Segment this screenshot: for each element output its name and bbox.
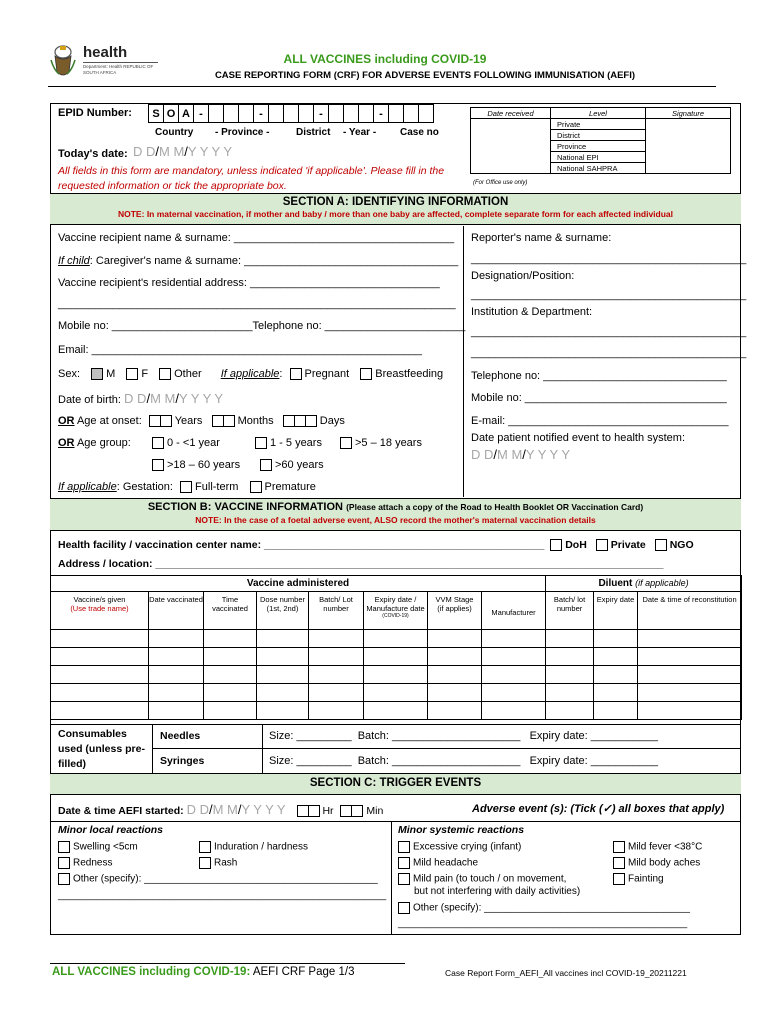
- vaccine-table-cell[interactable]: [149, 630, 204, 648]
- vaccine-table-cell[interactable]: [309, 666, 364, 684]
- section-b-note: NOTE: In the case of a foetal adverse event, ALSO record the mother's maternal vaccination details: [195, 515, 596, 525]
- col-date-vaccinated: Date vaccinated: [149, 592, 204, 630]
- swelling-row: Swelling <5cm: [58, 841, 138, 853]
- vaccine-table-cell[interactable]: [428, 630, 482, 648]
- epid-box: S: [149, 105, 164, 123]
- epid-box[interactable]: [299, 105, 314, 123]
- other-local-row: Other (specify): __________________________________________: [58, 873, 378, 885]
- office-signature-cell[interactable]: [646, 152, 731, 163]
- epid-country-caption: Country: [155, 127, 194, 138]
- vaccine-table-cell[interactable]: [149, 648, 204, 666]
- age-group-5-18-checkbox[interactable]: [340, 437, 352, 449]
- vaccine-table-cell[interactable]: [428, 684, 482, 702]
- office-level-item[interactable]: District: [551, 130, 646, 141]
- ngo-checkbox[interactable]: [655, 539, 667, 551]
- minute-box-2[interactable]: [351, 805, 363, 817]
- epid-box[interactable]: [359, 105, 374, 123]
- office-date-header: Date received: [471, 108, 551, 119]
- vaccine-table-cell[interactable]: [364, 684, 428, 702]
- epid-box[interactable]: [269, 105, 284, 123]
- todays-date-label: Today's date:: [58, 148, 128, 160]
- syringes-fields[interactable]: Size: _________ Batch: _____________________ Expiry date: ___________: [269, 755, 659, 767]
- swelling-checkbox[interactable]: [58, 841, 70, 853]
- age-group-0-1-checkbox[interactable]: [152, 437, 164, 449]
- doh-checkbox[interactable]: [550, 539, 562, 551]
- col-manufacturer: Manufacturer: [482, 592, 546, 630]
- pain-row: Mild pain (to touch / on movement,: [398, 873, 566, 885]
- induration-row: Induration / hardness: [199, 841, 308, 853]
- epid-box: O: [164, 105, 179, 123]
- notified-date-field[interactable]: D D/M M/Y Y Y Y: [471, 447, 571, 462]
- epid-box[interactable]: [404, 105, 419, 123]
- epid-box[interactable]: [209, 105, 224, 123]
- epid-box[interactable]: [419, 105, 434, 123]
- epid-year-caption: - Year -: [343, 127, 377, 138]
- headache-checkbox[interactable]: [398, 857, 410, 869]
- institution-field[interactable]: _____________________________________________: [471, 326, 747, 338]
- age-years-box-2[interactable]: [160, 415, 172, 427]
- needles-fields[interactable]: Size: _________ Batch: _____________________ Expiry date: ___________: [269, 730, 659, 742]
- other-local-checkbox[interactable]: [58, 873, 70, 885]
- office-level-item[interactable]: National SAHPRA: [551, 163, 646, 174]
- pain-row-2: but not interfering with daily activities): [414, 886, 581, 897]
- office-signature-cell[interactable]: [646, 119, 731, 130]
- vaccine-table-cell[interactable]: [309, 684, 364, 702]
- headache-row: Mild headache: [398, 857, 478, 869]
- sex-f-checkbox[interactable]: [126, 368, 138, 380]
- vaccine-table-cell[interactable]: [638, 648, 742, 666]
- col-vaccine: Vaccine/s given (Use trade name): [51, 592, 149, 630]
- minor-local-header: Minor local reactions: [58, 824, 164, 836]
- office-level-item[interactable]: National EPI: [551, 152, 646, 163]
- section-a-title: SECTION A: IDENTIFYING INFORMATION: [282, 196, 509, 208]
- age-group-options-3: >5 – 18 years: [340, 437, 422, 449]
- epid-box: -: [374, 105, 389, 123]
- diluent-header: Diluent (if applicable): [546, 576, 742, 592]
- vaccine-table-cell[interactable]: [257, 630, 309, 648]
- col-diluent-expiry: Expiry date: [594, 592, 638, 630]
- reporter-name-label: Reporter's name & surname:: [471, 232, 612, 244]
- minor-systemic-header: Minor systemic reactions: [398, 824, 525, 836]
- office-date-cell[interactable]: [471, 119, 551, 130]
- syringes-label: Syringes: [160, 755, 205, 767]
- section-c-header: [50, 773, 741, 795]
- vaccine-table-cell[interactable]: [546, 648, 594, 666]
- epid-box: -: [254, 105, 269, 123]
- office-signature-cell[interactable]: [646, 141, 731, 152]
- vaccine-table-cell[interactable]: [638, 702, 742, 720]
- vaccine-table-cell[interactable]: [257, 702, 309, 720]
- vaccine-table-cell[interactable]: [364, 702, 428, 720]
- form-subtitle: CASE REPORTING FORM (CRF) FOR ADVERSE EVENTS FOLLOWING IMMUNISATION (AEFI): [214, 70, 636, 81]
- office-level-item[interactable]: Province: [551, 141, 646, 152]
- vaccine-table-cell[interactable]: [594, 648, 638, 666]
- vaccine-table-cell[interactable]: [546, 630, 594, 648]
- age-onset-row: OR Age at onset: Years Months Days: [58, 415, 345, 427]
- address-location-field[interactable]: Address / location: _______________________________________________________________________________________: [58, 558, 664, 570]
- institution-label: Institution & Department:: [471, 306, 593, 318]
- sex-row: Sex: M F Other If applicable: Pregnant Breastfeeding: [58, 368, 444, 380]
- section-b-title: SECTION B: VACCINE INFORMATION: [147, 501, 343, 513]
- vaccine-table-cell[interactable]: [482, 648, 546, 666]
- vaccine-table-cell[interactable]: [149, 684, 204, 702]
- vaccine-table-cell[interactable]: [51, 684, 149, 702]
- vaccine-table-cell[interactable]: [482, 684, 546, 702]
- col-vvm: VVM Stage (if applies): [428, 592, 482, 630]
- logo-subtext: Department: Health REPUBLIC OF SOUTH AFRICA: [83, 64, 154, 75]
- email-field[interactable]: Email: ______________________________________________________: [58, 344, 422, 356]
- footer-doc-id: Case Report Form_AEFI_All vaccines incl COVID-19_20211221: [445, 968, 687, 978]
- fainting-checkbox[interactable]: [613, 873, 625, 885]
- aefi-started-row: Date & time AEFI started: D D/M M/Y Y Y Y Hr Min: [58, 802, 384, 817]
- section-b-title-note: (Please attach a copy of the Road to Health Booklet OR Vaccination Card): [346, 502, 644, 512]
- epid-box: A: [179, 105, 194, 123]
- sex-m-checkbox[interactable]: [91, 368, 103, 380]
- other-local-line2[interactable]: ___________________________________________________________: [58, 890, 387, 901]
- age-group-options-2: 1 - 5 years: [255, 437, 322, 449]
- pregnant-checkbox[interactable]: [290, 368, 302, 380]
- vaccine-table-cell[interactable]: [204, 630, 257, 648]
- address-field[interactable]: Vaccine recipient's residential address: _______________________________: [58, 277, 440, 289]
- section-b-header: [50, 498, 741, 531]
- age-group-1-5-checkbox[interactable]: [255, 437, 267, 449]
- dob-field[interactable]: Date of birth: D D/M M/Y Y Y Y: [58, 391, 224, 406]
- vaccine-table-cell[interactable]: [51, 666, 149, 684]
- epid-case-caption: Case no: [400, 127, 439, 138]
- vaccine-table-cell[interactable]: [51, 648, 149, 666]
- rash-checkbox[interactable]: [199, 857, 211, 869]
- aches-checkbox[interactable]: [613, 857, 625, 869]
- vaccine-table-cell[interactable]: [546, 684, 594, 702]
- section-a-note: NOTE: In maternal vaccination, if mother and baby / more than one baby are affected, complete separate form for each affected individual: [117, 209, 674, 219]
- consumables-label: Consumables used (unless pre-filled): [58, 728, 145, 770]
- office-level-item[interactable]: Private: [551, 119, 646, 130]
- vaccine-table-cell[interactable]: [594, 630, 638, 648]
- office-signature-cell[interactable]: [646, 130, 731, 141]
- age-group-options-1: 0 - <1 year: [152, 437, 220, 449]
- fever-checkbox[interactable]: [613, 841, 625, 853]
- age-months-box-2[interactable]: [223, 415, 235, 427]
- designation-label: Designation/Position:: [471, 270, 575, 282]
- vaccine-table-cell[interactable]: [257, 666, 309, 684]
- adverse-events-instruction: Adverse event (s): (Tick (✓) all boxes that apply): [472, 803, 725, 815]
- vaccine-table-cell[interactable]: [149, 666, 204, 684]
- vaccine-table-cell[interactable]: [309, 630, 364, 648]
- col-dose: Dose number (1st, 2nd): [257, 592, 309, 630]
- office-use-table: [470, 107, 731, 174]
- epid-province-caption: - Province -: [215, 127, 270, 138]
- logo-text: health: [83, 44, 128, 61]
- epid-boxes: [148, 104, 434, 123]
- epid-box[interactable]: [239, 105, 254, 123]
- redness-row: Redness: [58, 857, 112, 869]
- office-date-cell[interactable]: [471, 152, 551, 163]
- fainting-row: Fainting: [613, 873, 664, 885]
- vaccine-table-cell[interactable]: [257, 648, 309, 666]
- office-footnote: (For Office use only): [473, 180, 528, 186]
- epid-box[interactable]: [389, 105, 404, 123]
- epid-district-caption: District: [296, 127, 331, 138]
- section-c-title: SECTION C: TRIGGER EVENTS: [309, 777, 482, 789]
- recipient-name-field[interactable]: Vaccine recipient name & surname: ____________________________________: [58, 232, 455, 244]
- gestation-row: If applicable: Gestation: Full-term Premature: [58, 481, 316, 493]
- pain-checkbox[interactable]: [398, 873, 410, 885]
- vaccine-table-cell[interactable]: [51, 630, 149, 648]
- vaccine-table-cell[interactable]: [257, 684, 309, 702]
- reporter-telephone-field[interactable]: Telephone no: ______________________________: [471, 370, 727, 382]
- office-date-cell[interactable]: [471, 130, 551, 141]
- office-level-header: Level: [551, 108, 646, 119]
- office-date-cell[interactable]: [471, 141, 551, 152]
- office-signature-header: Signature: [646, 108, 731, 119]
- crying-row: Excessive crying (infant): [398, 841, 521, 853]
- vaccine-table-cell[interactable]: [482, 666, 546, 684]
- age-group-options-5: >60 years: [260, 459, 324, 471]
- office-signature-cell[interactable]: [646, 163, 731, 174]
- vaccine-table-cell[interactable]: [204, 684, 257, 702]
- aefi-started-date[interactable]: D D/M M/Y Y Y Y: [186, 802, 286, 817]
- vaccine-table-cell[interactable]: [204, 702, 257, 720]
- epid-label: EPID Number:: [58, 107, 132, 119]
- hour-box-2[interactable]: [308, 805, 320, 817]
- institution-field-2[interactable]: _____________________________________________: [471, 347, 747, 359]
- rash-row: Rash: [199, 857, 237, 869]
- reporter-name-field[interactable]: _____________________________________________: [471, 253, 747, 265]
- vaccine-table-cell[interactable]: [594, 684, 638, 702]
- todays-date-field[interactable]: D D/M M/Y Y Y Y: [133, 144, 233, 159]
- other-systemic-row: Other (specify): _____________________________________: [398, 902, 690, 914]
- crying-checkbox[interactable]: [398, 841, 410, 853]
- age-group-60-checkbox[interactable]: [260, 459, 272, 471]
- other-systemic-checkbox[interactable]: [398, 902, 410, 914]
- vaccine-table-cell[interactable]: [428, 702, 482, 720]
- epid-box[interactable]: [344, 105, 359, 123]
- vaccine-table: [50, 575, 742, 720]
- vaccine-table-cell[interactable]: [638, 630, 742, 648]
- epid-box: -: [194, 105, 209, 123]
- mandatory-note: All fields in this form are mandatory, unless indicated 'if applicable'. Please fill in the requested information or tick the appropriate box.: [58, 165, 445, 192]
- sex-other-checkbox[interactable]: [159, 368, 171, 380]
- vaccine-table-cell[interactable]: [309, 702, 364, 720]
- form-title: ALL VACCINES including COVID-19: [283, 52, 487, 66]
- vaccine-table-cell[interactable]: [428, 648, 482, 666]
- age-group-18-60-checkbox[interactable]: [152, 459, 164, 471]
- age-group-row: OR Age group:: [58, 437, 131, 449]
- vaccine-table-cell[interactable]: [638, 684, 742, 702]
- designation-field[interactable]: _____________________________________________: [471, 289, 747, 301]
- reporter-mobile-field[interactable]: Mobile no: _________________________________: [471, 392, 727, 404]
- fullterm-checkbox[interactable]: [180, 481, 192, 493]
- section-a-header: [50, 193, 741, 225]
- needles-label: Needles: [160, 730, 201, 742]
- vaccine-table-cell[interactable]: [149, 702, 204, 720]
- vaccine-table-cell[interactable]: [546, 702, 594, 720]
- col-diluent-batch: Batch/ lot number: [546, 592, 594, 630]
- private-checkbox[interactable]: [596, 539, 608, 551]
- breastfeeding-checkbox[interactable]: [360, 368, 372, 380]
- vaccine-table-cell[interactable]: [546, 666, 594, 684]
- premature-checkbox[interactable]: [250, 481, 262, 493]
- vaccine-table-cell[interactable]: [364, 630, 428, 648]
- mobile-telephone-field[interactable]: Mobile no: _______________________Telephone no: _______________________: [58, 320, 466, 332]
- office-date-cell[interactable]: [471, 163, 551, 174]
- col-expiry: Expiry date / Manufacture date (COVID-19): [364, 592, 428, 630]
- vaccine-table-cell[interactable]: [204, 666, 257, 684]
- vaccine-table-cell[interactable]: [482, 702, 546, 720]
- vaccine-table-cell[interactable]: [364, 666, 428, 684]
- age-days-box-3[interactable]: [305, 415, 317, 427]
- address-line2[interactable]: _________________________________________________________________: [58, 298, 456, 310]
- vaccine-table-cell[interactable]: [204, 648, 257, 666]
- epid-box[interactable]: [224, 105, 239, 123]
- vaccine-table-cell[interactable]: [482, 630, 546, 648]
- fever-row: Mild fever <38°C: [613, 841, 702, 853]
- vaccine-table-cell[interactable]: [309, 648, 364, 666]
- age-group-options-4: >18 – 60 years: [152, 459, 240, 471]
- other-systemic-line2[interactable]: ____________________________________________________: [398, 918, 688, 929]
- vaccine-administered-header: Vaccine administered: [51, 576, 546, 592]
- vaccine-table-cell[interactable]: [364, 648, 428, 666]
- epid-box[interactable]: [329, 105, 344, 123]
- induration-checkbox[interactable]: [199, 841, 211, 853]
- notified-date-label: Date patient notified event to health system:: [471, 432, 686, 444]
- epid-box[interactable]: [284, 105, 299, 123]
- vaccine-table-cell[interactable]: [51, 702, 149, 720]
- footer-page-label: ALL VACCINES including COVID-19: AEFI CRF Page 1/3: [52, 966, 355, 978]
- caregiver-field[interactable]: If child: Caregiver's name & surname: ___________________________________: [58, 255, 459, 267]
- col-batch: Batch/ Lot number: [309, 592, 364, 630]
- vaccine-table-cell[interactable]: [428, 666, 482, 684]
- vaccine-table-cell[interactable]: [594, 702, 638, 720]
- vaccine-table-cell[interactable]: [594, 666, 638, 684]
- col-time-vaccinated: Time vaccinated: [204, 592, 257, 630]
- col-reconstitution: Date & time of reconstitution: [638, 592, 742, 630]
- redness-checkbox[interactable]: [58, 857, 70, 869]
- vaccine-table-cell[interactable]: [638, 666, 742, 684]
- facility-field[interactable]: Health facility / vaccination center name: ________________________________________________ DoH Private NGO: [58, 539, 694, 551]
- epid-box: -: [314, 105, 329, 123]
- aches-row: Mild body aches: [613, 857, 700, 869]
- reporter-email-field[interactable]: E-mail: ____________________________________: [471, 415, 729, 427]
